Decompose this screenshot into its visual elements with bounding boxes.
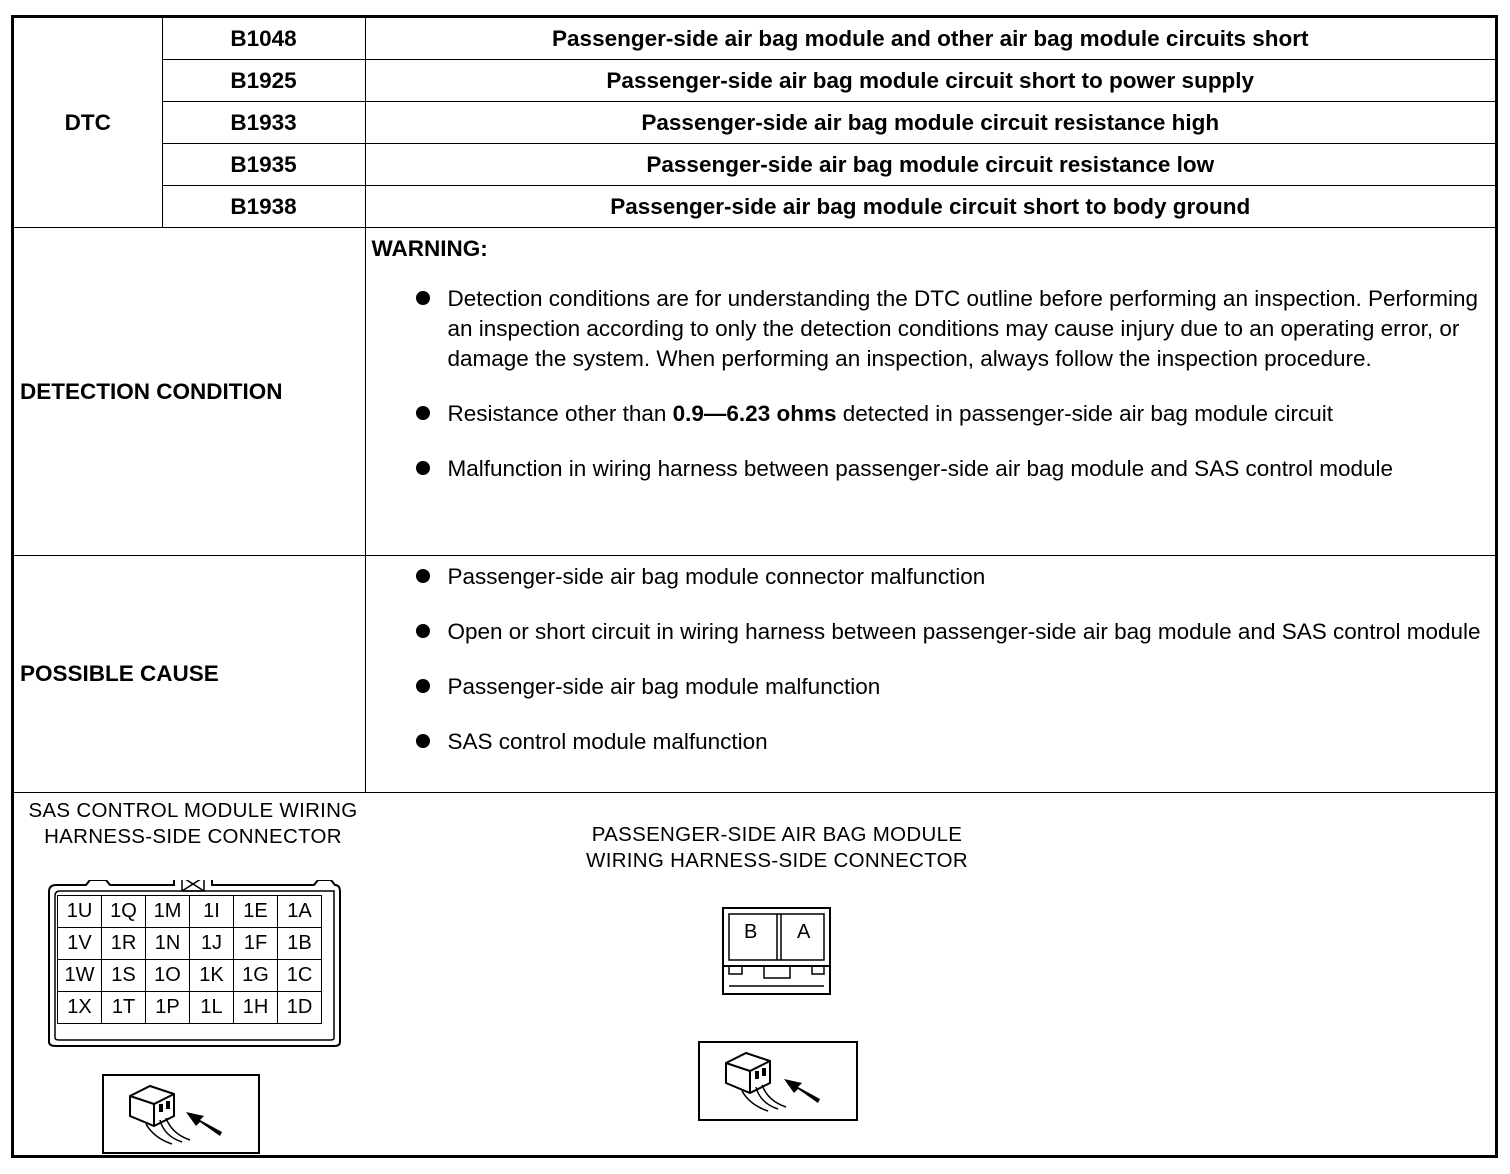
pin-cell: 1B xyxy=(278,928,322,960)
pin-cell: 1X xyxy=(58,992,102,1024)
bullet-icon xyxy=(416,291,430,305)
warning-title: WARNING: xyxy=(371,236,488,261)
pin-cell: 1K xyxy=(190,960,234,992)
pin-cell: 1D xyxy=(278,992,322,1024)
dtc-description: Passenger-side air bag module and other air bag module circuits short xyxy=(365,18,1495,60)
harness-side-view-icon xyxy=(698,1041,858,1121)
dtc-description: Passenger-side air bag module circuit resistance low xyxy=(365,144,1495,186)
dtc-label: DTC xyxy=(14,18,162,228)
sas-pin-grid xyxy=(57,895,322,1024)
list-item xyxy=(372,399,1496,429)
detection-condition-content xyxy=(365,228,1495,556)
pin-cell: 1H xyxy=(234,992,278,1024)
list-item xyxy=(372,454,1496,484)
pin-cell: 1W xyxy=(58,960,102,992)
pin-cell: 1E xyxy=(234,896,278,928)
sas-connector-caption xyxy=(14,798,372,850)
resistance-prefix: Resistance other than xyxy=(447,401,673,426)
list-item xyxy=(372,617,1496,647)
cause-text: Passenger-side air bag module connector malfunction xyxy=(447,564,986,589)
dtc-code: B1933 xyxy=(162,102,365,144)
bullet-icon xyxy=(416,679,430,693)
bullet-icon xyxy=(416,569,430,583)
pin-cell: 1O xyxy=(146,960,190,992)
list-item xyxy=(372,727,1496,757)
possible-cause-label: POSSIBLE CAUSE xyxy=(14,556,365,793)
dtc-code: B1048 xyxy=(162,18,365,60)
table-row xyxy=(14,186,1495,228)
airbag-pin-a: A xyxy=(797,921,811,943)
cause-text: Open or short circuit in wiring harness between passenger-side air bag module and SAS control module xyxy=(447,619,1481,644)
pin-cell: 1V xyxy=(58,928,102,960)
dtc-description: Passenger-side air bag module circuit short to power supply xyxy=(365,60,1495,102)
list-item xyxy=(372,284,1496,374)
bullet-icon xyxy=(416,406,430,420)
airbag-pin-b: B xyxy=(744,921,758,943)
pin-cell: 1I xyxy=(190,896,234,928)
cause-text: SAS control module malfunction xyxy=(447,729,768,754)
warning-text: Detection conditions are for understanding the DTC outline before performing an inspection. Performing an inspection according to only the detection conditions may cause injury due to an operating error, or damage the system. When performing an inspection, always follow the inspection procedure. xyxy=(447,286,1479,371)
harness-side-view-icon xyxy=(102,1074,260,1154)
pin-cell: 1J xyxy=(190,928,234,960)
table-row xyxy=(58,896,322,928)
dtc-description: Passenger-side air bag module circuit short to body ground xyxy=(365,186,1495,228)
pin-cell: 1N xyxy=(146,928,190,960)
pin-cell: 1R xyxy=(102,928,146,960)
pin-cell: 1P xyxy=(146,992,190,1024)
cause-text: Passenger-side air bag module malfunction xyxy=(447,674,881,699)
pin-cell: 1T xyxy=(102,992,146,1024)
pin-cell: 1L xyxy=(190,992,234,1024)
table-row xyxy=(14,144,1495,186)
table-row xyxy=(58,928,322,960)
pin-cell: 1M xyxy=(146,896,190,928)
airbag-connector-housing-icon xyxy=(720,906,834,998)
pin-cell: 1A xyxy=(278,896,322,928)
table-row xyxy=(14,102,1495,144)
pin-cell: 1S xyxy=(102,960,146,992)
harness-text: Malfunction in wiring harness between passenger-side air bag module and SAS control module xyxy=(447,456,1394,481)
sas-caption-line2: HARNESS-SIDE CONNECTOR xyxy=(44,825,342,848)
pin-cell: 1G xyxy=(234,960,278,992)
dtc-table xyxy=(14,18,1495,793)
sas-caption-line1: SAS CONTROL MODULE WIRING xyxy=(28,799,358,822)
pin-cell: 1U xyxy=(58,896,102,928)
table-row xyxy=(14,60,1495,102)
possible-cause-row xyxy=(14,556,1495,793)
dtc-code: B1938 xyxy=(162,186,365,228)
detection-condition-label: DETECTION CONDITION xyxy=(14,228,365,556)
pin-cell: 1F xyxy=(234,928,278,960)
possible-cause-list xyxy=(372,562,1496,757)
list-item xyxy=(372,562,1496,592)
table-row xyxy=(58,992,322,1024)
detection-list xyxy=(372,284,1496,484)
resistance-suffix: detected in passenger-side air bag module circuit xyxy=(836,401,1333,426)
resistance-value: 0.9—6.23 ohms xyxy=(672,401,837,426)
list-item xyxy=(372,672,1496,702)
bullet-icon xyxy=(416,734,430,748)
possible-cause-content xyxy=(365,556,1495,793)
dtc-code: B1935 xyxy=(162,144,365,186)
detection-condition-row xyxy=(14,228,1495,556)
dtc-description: Passenger-side air bag module circuit resistance high xyxy=(365,102,1495,144)
table-row xyxy=(58,960,322,992)
airbag-caption-line1: PASSENGER-SIDE AIR BAG MODULE xyxy=(591,823,963,846)
pin-cell: 1Q xyxy=(102,896,146,928)
pin-cell: 1C xyxy=(278,960,322,992)
bullet-icon xyxy=(416,624,430,638)
dtc-code: B1925 xyxy=(162,60,365,102)
airbag-caption-line2: WIRING HARNESS-SIDE CONNECTOR xyxy=(586,849,968,872)
table-row xyxy=(14,18,1495,60)
bullet-icon xyxy=(416,461,430,475)
airbag-connector-caption xyxy=(560,822,994,874)
